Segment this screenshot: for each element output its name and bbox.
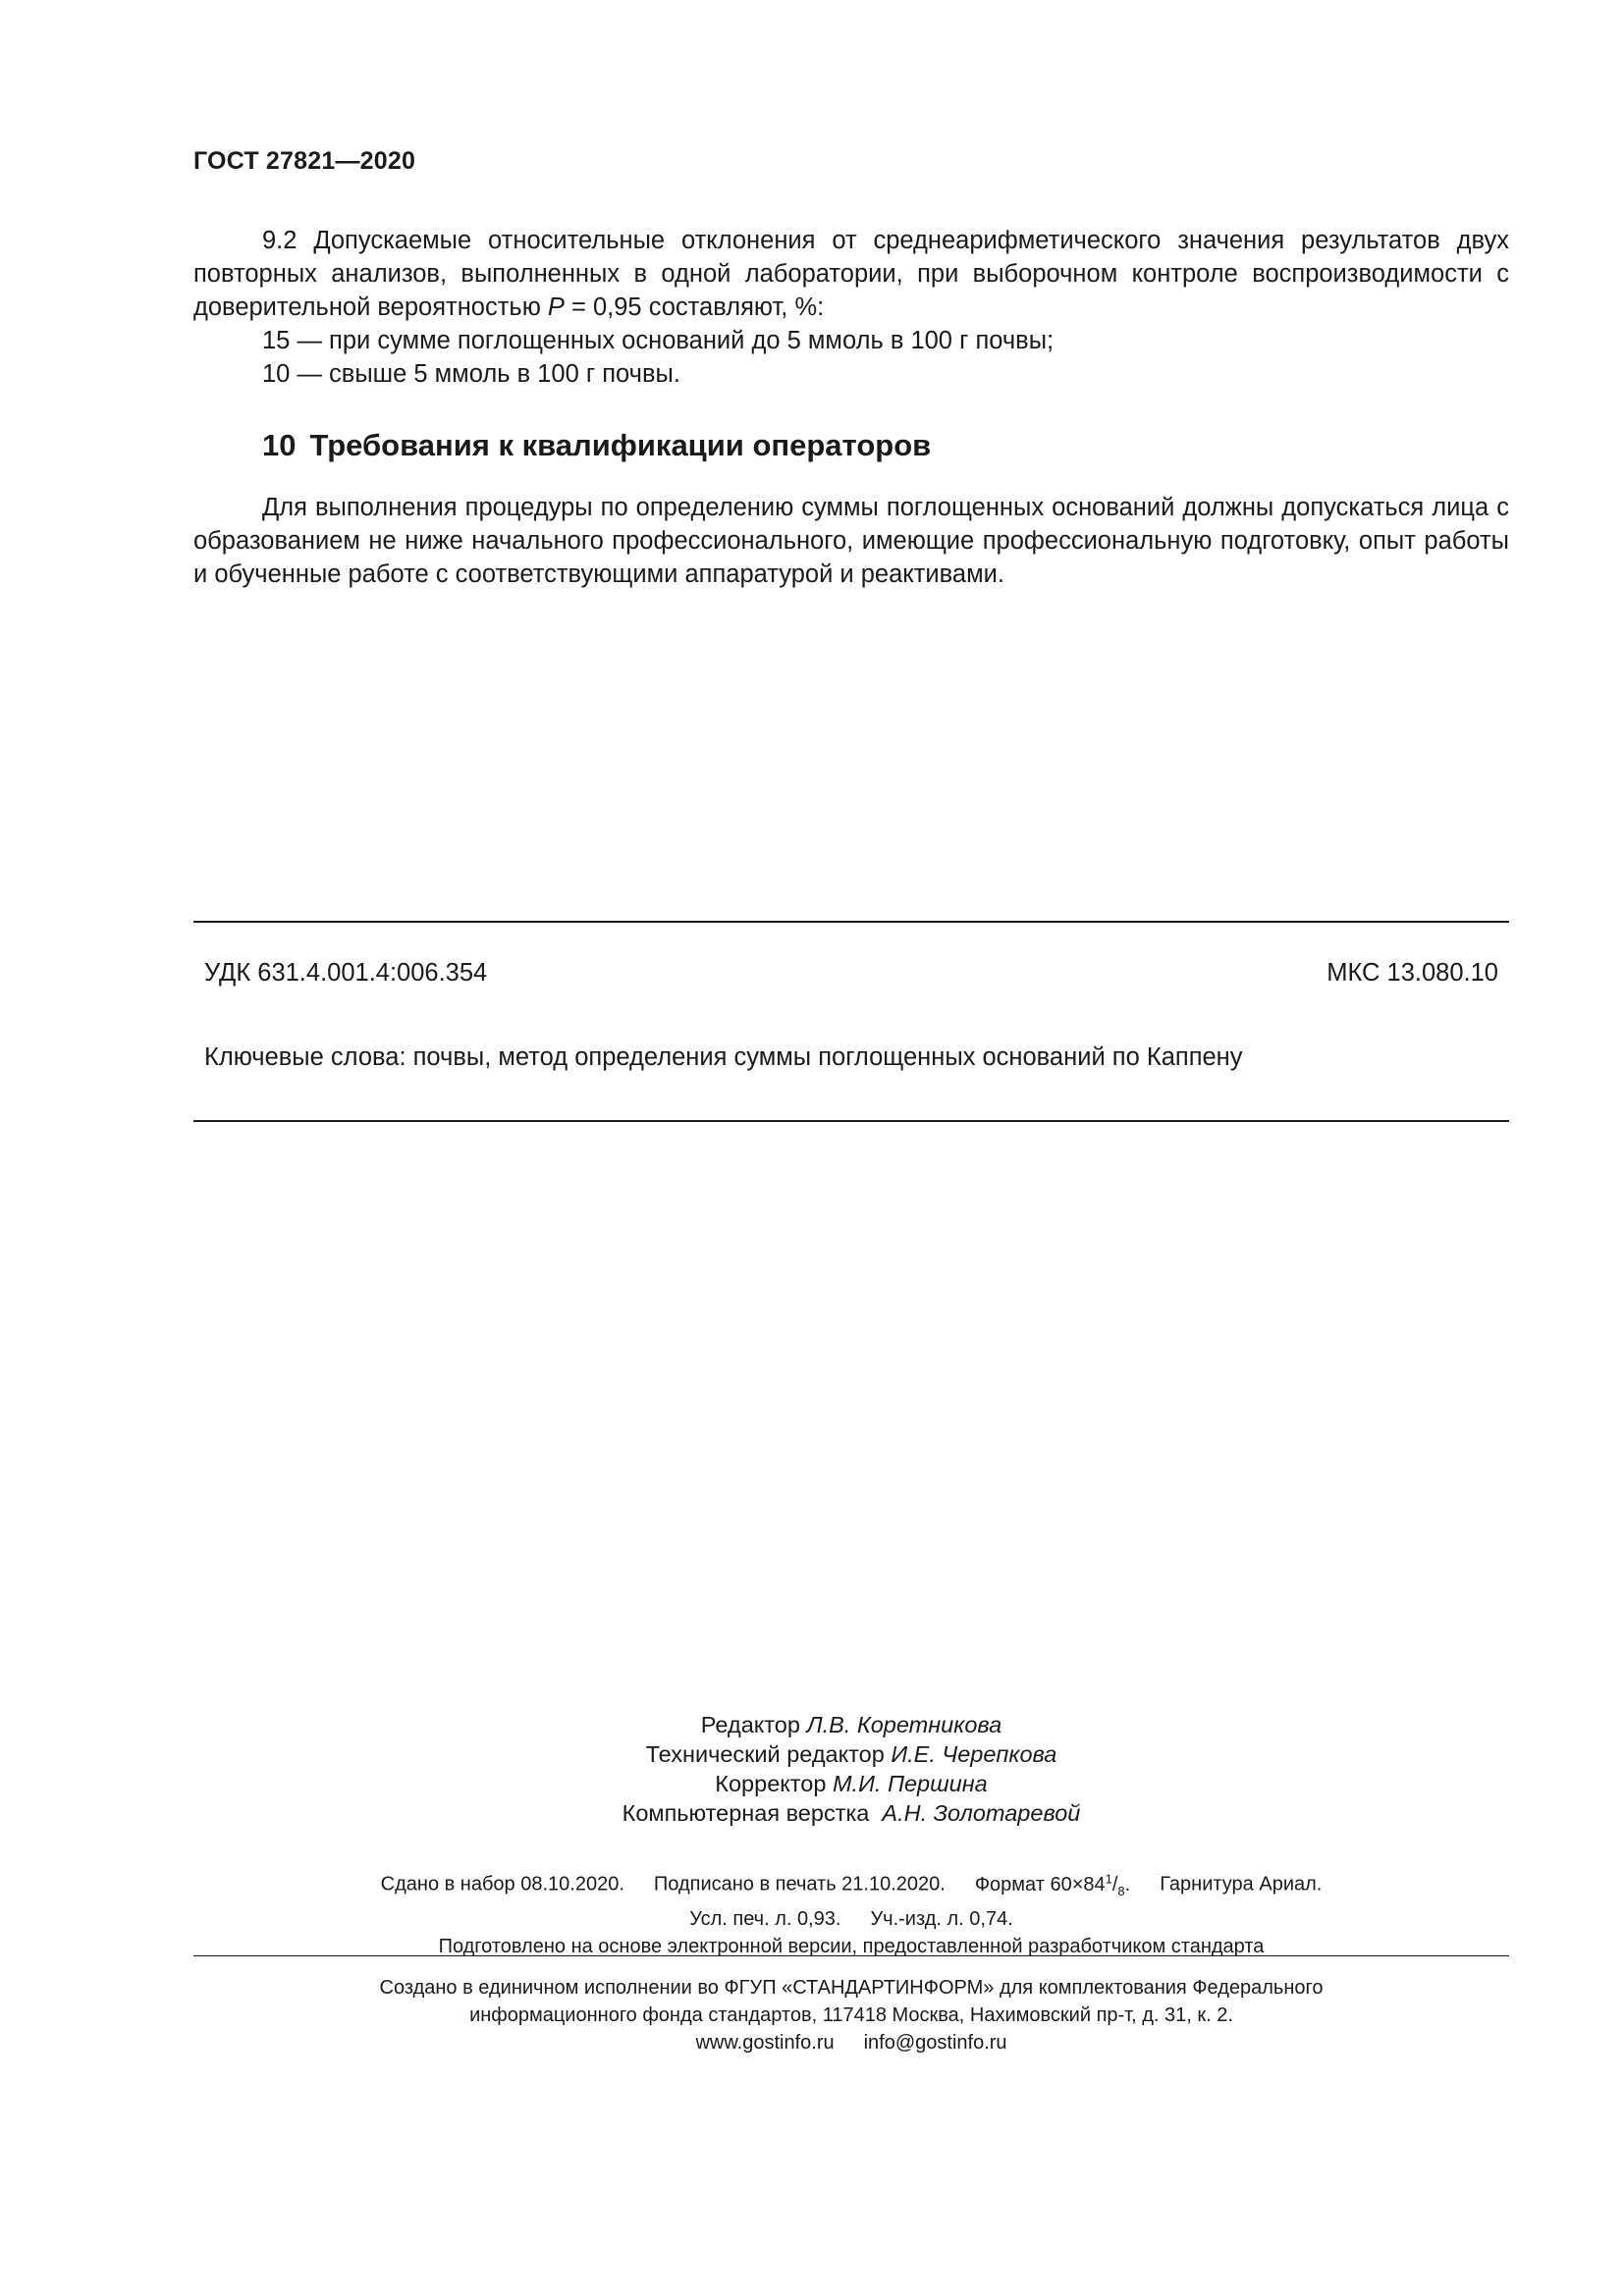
section-title: Требования к квалификации операторов	[309, 428, 932, 462]
probability-variable: P	[547, 294, 565, 321]
divider-line	[193, 1120, 1509, 1122]
section-10-paragraph: Для выполнения процедуры по определению суммы поглощенных оснований должны допускаться лица с образованием не ниже начального профессионального, имеющие профессиональную подготовку, опыт работы и обученные работе с соответствующими аппаратурой и реактивами.	[193, 494, 1509, 588]
credit-proofreader: Корректор М.И. Першина	[715, 1771, 988, 1796]
divider-line	[193, 1955, 1509, 1956]
mks-code: МКС 13.080.10	[1326, 959, 1498, 987]
publisher-line: информационного фонда стандартов, 117418 Москва, Нахимовский пр-т, д. 31, к. 2.	[469, 2004, 1233, 2026]
credit-tech-editor: Технический редактор И.Е. Черепкова	[645, 1741, 1057, 1767]
standard-code: ГОСТ 27821—2020	[193, 147, 416, 175]
prepared-note: Подготовлено на основе электронной версии, предоставленной разработчиком стандарта	[438, 1935, 1265, 1957]
paragraph-9-2	[193, 224, 1509, 391]
website-link[interactable]: www.gostinfo.ru	[695, 2032, 835, 2054]
section-10-heading	[262, 428, 931, 463]
list-item: 10 — свыше 5 ммоль в 100 г почвы.	[262, 360, 680, 388]
keywords: Ключевые слова: почвы, метод определения суммы поглощенных оснований по Каппену	[204, 1043, 1243, 1071]
email-link[interactable]: info@gostinfo.ru	[863, 2032, 1007, 2054]
print-info	[193, 1865, 1509, 1960]
udk-code: УДК 631.4.001.4:006.354	[204, 959, 488, 987]
format-info: Формат $60\times 84^1/_8$.	[974, 1871, 1131, 1898]
publisher-line: Создано в единичном исполнении во ФГУП «СТАНДАРТИНФОРМ» для комплектования Федерального	[379, 1977, 1324, 1999]
credit-editor: Редактор Л.В. Коретникова	[700, 1712, 1002, 1737]
credit-layout: Компьютерная верстка А.Н. Золотаревой	[622, 1800, 1081, 1826]
credits-block	[193, 1710, 1509, 1828]
paragraph-9-2-text: 9.2 Допускаемые относительные отклонения от среднеарифметического значения результатов двух повторных анализов, выполненных в одной лаборатории, при выборочном контроле воспроизводимости с доверительной вероятностью P = 0,95 составляют, %:	[193, 227, 1509, 321]
publisher-contacts	[193, 2029, 1509, 2056]
section-number: 10	[262, 428, 297, 462]
divider-line	[193, 921, 1509, 923]
print-info-row: Сдано в набор 08.10.2020. Подписано в печать 21.10.2020. Формат $60\times 84^1/_8$. Гарнитура Ариал.	[380, 1871, 1323, 1898]
list-item: 15 — при сумме поглощенных оснований до 5 ммоль в 100 г почвы;	[262, 327, 1055, 354]
publisher-info	[193, 1974, 1509, 2056]
print-sheets-row: Усл. печ. л. 0,93. Уч.-изд. л. 0,74.	[689, 1907, 1013, 1930]
